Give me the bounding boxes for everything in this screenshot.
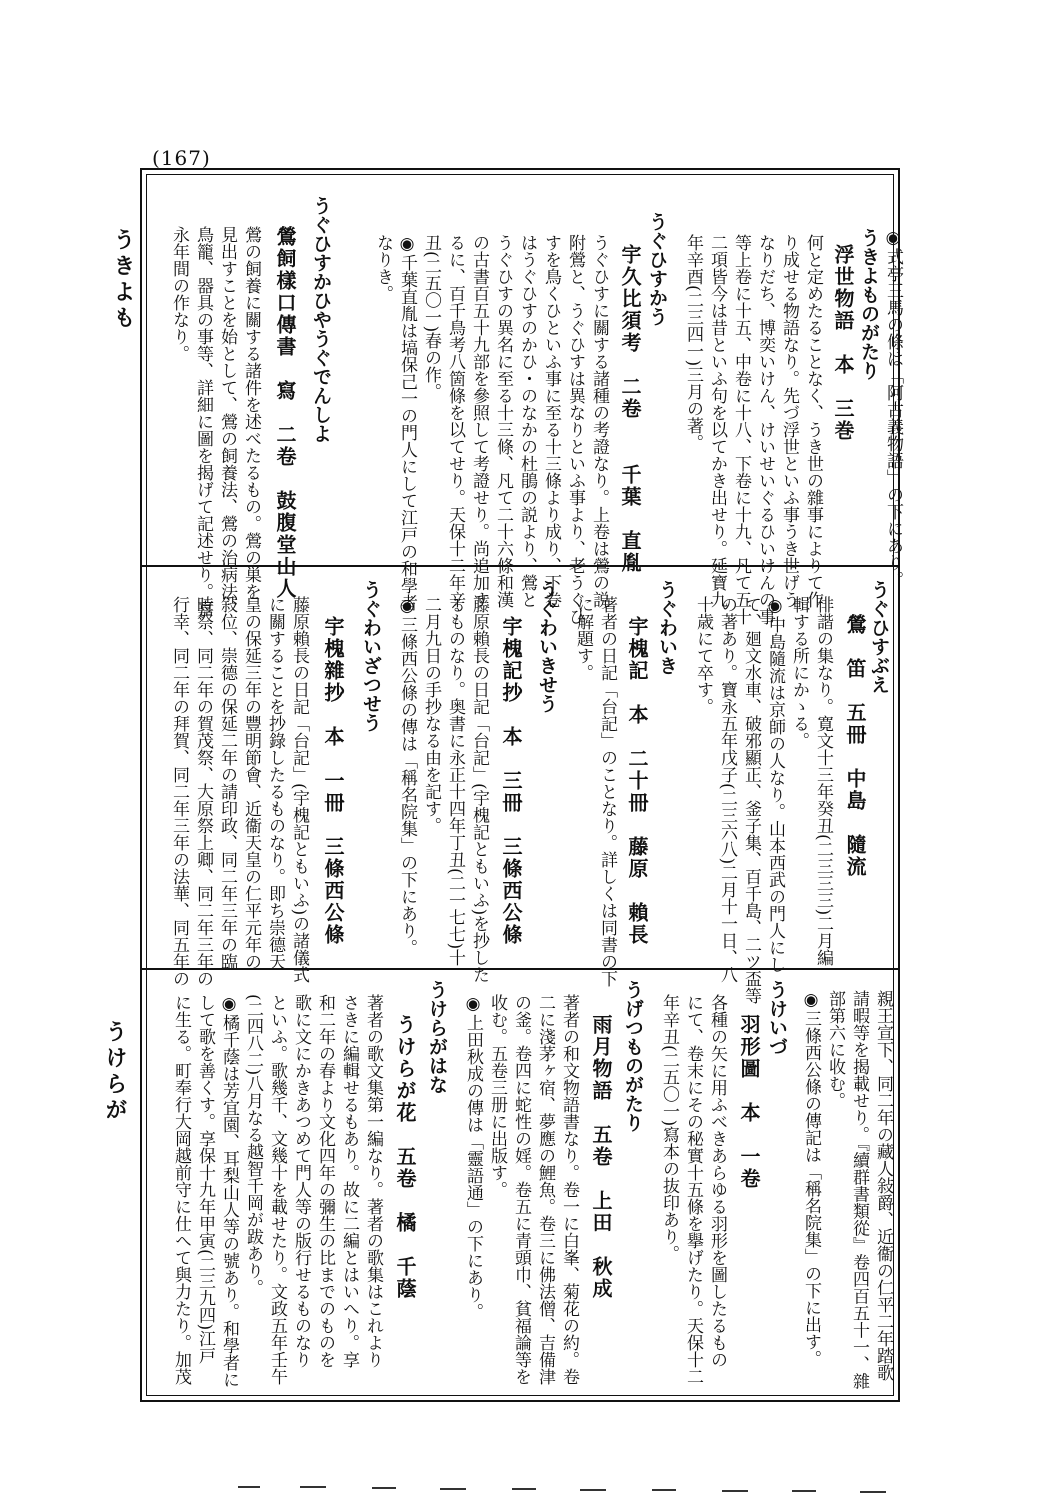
entry-body-line: るものなり。奥書に永正十四年丁丑(二一七七)十 xyxy=(445,596,465,967)
entry-body-line: といふ。歌幾千、文幾十を載せたり。文政五年壬午 xyxy=(267,994,287,1385)
scan-artifact xyxy=(440,1488,466,1490)
entry-body-line: ◉上田秋成の傳は「靈語通」の下にあり。 xyxy=(463,994,483,1320)
entry-body-line: なりだち、博奕いけん、けいせいぐるひいけんの事 xyxy=(755,234,775,625)
entry-body-line: 何と定めたることなく、うき世の雜事によりて作 xyxy=(803,234,823,608)
entry-body-line: (二四八二)八月なる越智千岡が跋あり。 xyxy=(243,994,263,1297)
scan-artifact xyxy=(300,1486,326,1488)
entry-body-line: 二月九日の手抄なる由を記す。 xyxy=(421,596,441,834)
entry-title: 宇久比須考 二卷 千葉 直胤 xyxy=(618,244,642,574)
entry-body-line: 丑(二五〇一)春の作。 xyxy=(421,234,441,401)
entry-body-line: 等上卷に十五、中卷に十八、下卷に十九、凡て五十 xyxy=(731,234,751,625)
entry-body-line: 輯する所にかゝる。 xyxy=(789,596,809,749)
entry-body-line: ◉三條西公條の傳記は「稱名院集」の下に出す。 xyxy=(801,990,821,1367)
entry-body-line: に生る。町奉行大岡越前守に仕へて與力たり。加茂 xyxy=(171,994,191,1385)
entry-body-line: 敍位、崇德の保延二年の請印政、同二年三年の臨 xyxy=(217,596,237,970)
ref-note: ◉式亭三馬の條は「阿古義物語」の下にあり。 xyxy=(883,228,903,588)
entry-body-line: 二に淺茅ヶ宿、夢應の鯉魚。卷三に佛法僧、吉備津 xyxy=(535,994,555,1385)
entry-body-line: 歌に文にかきあつめて門人等の版行せるものなり xyxy=(291,994,311,1368)
entry-body-line: 二項皆今は昔といふ句を以てかき出せり。延寶九 xyxy=(707,234,727,608)
entry-body-line: り成せる物語なり。先づ浮世といふ事うき世げう xyxy=(779,234,799,608)
index-label-bottom: うけらが xyxy=(102,1020,128,1124)
entry-body-line: て、廻文水車、破邪顯正、釜子集、百千島、二ツ盃等 xyxy=(741,596,761,1004)
entry-body-line: るに、百千鳥考八箇條を以てせり。天保十二年辛 xyxy=(445,234,465,608)
entry-body-line: 鶯の飼養に關する諸件を述べたるもの。鶯の巣を xyxy=(241,226,261,600)
scan-artifact xyxy=(512,1488,536,1490)
entry-heading: うけらがはな xyxy=(426,980,448,1094)
entry-body-line: 俳諧の集なり。寛文十三年癸丑(二三三三)二月編 xyxy=(813,596,833,967)
entry-title: 浮世物語 本 三巻 xyxy=(831,244,855,442)
entry-body-line: 部第六に收む。 xyxy=(825,990,845,1109)
entry-heading: うぐひすかひやうぐでんしよ xyxy=(310,196,332,443)
entry-body-line: 收む。五卷三册に出版す。 xyxy=(487,994,507,1198)
entry-heading: うぐわいき xyxy=(656,580,678,675)
entry-title: 鶯飼樣口傳書 寫 二卷 鼓腹堂山人 xyxy=(273,226,297,600)
entry-body-line: 著者の歌文集第一編なり。著者の歌集はこれより xyxy=(363,994,383,1368)
entry-body-line: の古書百五十九部を參照して考證せり。尚追加す xyxy=(469,234,489,608)
entry-body-line: 行幸、同二年の拜賀、同二年三年の法華、同五年の xyxy=(169,596,189,987)
entry-body-line: 年辛酉(二三四一)三月の著。 xyxy=(683,234,703,452)
entry-title: 宇槐記 本 二十冊 藤原 賴長 xyxy=(625,616,649,946)
entry-body-line: はうぐひすのかひ・のなかの杜鵑の説より、鶯と xyxy=(517,234,537,608)
entry-heading: うげつものがたり xyxy=(622,980,644,1132)
entry-body-line: 永年間の作なり。 xyxy=(169,226,189,362)
entry-title: うけらが花 五卷 橘 千蔭 xyxy=(393,1014,417,1300)
entry-title: 雨月物語 五卷 上田 秋成 xyxy=(589,1014,613,1300)
entry-body-line: 請暇等を揭載せり。『續群書類從』卷四百五十一、雜 xyxy=(849,990,869,1390)
entry-body-line: 著者の和文物語書なり。卷一に白峯、菊花の約。卷 xyxy=(559,994,579,1385)
entry-title: 宇槐雜抄 本 一冊 三條西公條 xyxy=(321,616,345,946)
entry-body-line: 附鶯と、うぐひすは異なりといふ事より、老うぐひ xyxy=(565,234,585,625)
entry-body-line: ◉千葉直胤は塙保己一の門人にして江戸の和學者 xyxy=(397,234,417,611)
entry-body-line: 各種の矢に用ふべきあらゆる羽形を圖したるもの xyxy=(707,994,727,1368)
entry-body-line: うぐひすの異名に至る十三條、凡て二十六條和漢 xyxy=(493,234,513,608)
entry-body-line: にて、卷末にその秘實十五條を擧げたり。天保十二 xyxy=(683,994,703,1385)
entry-body-line: 見出すことを始として、鶯の飼養法、鶯の治病法、 xyxy=(217,226,237,617)
entry-body-line: さきに編輯せるもあり。故に二編とはいへり。享 xyxy=(339,994,359,1368)
entry-body-line: 藤原賴長の日記「台記」(宇槐記ともいふ)を抄した xyxy=(469,596,489,984)
scan-artifact xyxy=(580,1489,606,1491)
entry-heading: うぐわいきせう xyxy=(536,580,558,713)
entry-body-line: 親王宣下、同二年の藏人敍爵、近衞の仁平二年踏歌 xyxy=(873,990,893,1381)
entry-heading: うけいづ xyxy=(766,980,788,1056)
entry-body-line: 鳥籠、器具の事等、詳細に圖を揭げて記述せり。嘉 xyxy=(193,226,213,617)
entry-body-line: なりき。 xyxy=(373,234,393,302)
entry-body-line: うぐひすに關する諸種の考證なり。上卷は鶯の説 xyxy=(589,234,609,608)
entry-body-line: 藤原賴長の日記「台記」(宇槐記ともいふ)の諸儀式 xyxy=(289,596,309,984)
entry-body-line: 和二年の春より文化四年の彌生の比までのものを xyxy=(315,994,335,1368)
entry-heading: うぐひすかう xyxy=(646,212,668,326)
entry-body-line: 皇の保延三年の豐明節會、近衞天皇の仁平元年の xyxy=(241,596,261,970)
entry-body-line: ◉三條西公條の傳は「稱名院集」の下にあり。 xyxy=(397,596,417,956)
entry-body-line: の釜。卷四に蛇性の婬。卷五に青頭巾、貧福論等を xyxy=(511,994,531,1385)
entry-body-line: に關することを抄錄したるものなり。即ち崇德天 xyxy=(265,596,285,970)
entry-body-line: に解題す。 xyxy=(573,596,593,681)
entry-title: 鶯 笛 五冊 中島 隨流 xyxy=(843,614,867,878)
entry-body-line: すを鳥くひといふ事に至る十三條より成り、下卷 xyxy=(541,234,561,608)
entry-body-line: 時祭、同二年の賀茂祭、大原祭上卿、同二年三年の xyxy=(193,596,213,987)
entry-body-line: 著者の日記「台記」のことなり。詳しくは同書の下 xyxy=(597,596,617,987)
scan-artifact xyxy=(238,1486,260,1488)
entry-body-line: 年辛丑(二五〇一)寫本の抜印あり。 xyxy=(659,994,679,1263)
entry-title: 羽形圖 本 一卷 xyxy=(737,1014,761,1190)
scan-artifact xyxy=(722,1490,748,1492)
entry-body-line: ◉中島隨流は京師の人なり。山本西武の門人にし xyxy=(765,596,785,973)
entry-body-line: の著あり。寶永五年戊子(二三六八)二月十一日、八 xyxy=(717,596,737,984)
entry-body-line: して歌を善くす。享保十九年甲寅(二三九四)江戸 xyxy=(195,994,215,1365)
entry-title: 宇槐記抄 本 三冊 三條西公條 xyxy=(499,616,523,946)
scan-artifact xyxy=(860,1491,886,1493)
entry-body-line: ◉橘千蔭は芳宜園、耳梨山人等の號あり。和學者に xyxy=(219,994,239,1388)
scan-artifact xyxy=(372,1487,396,1489)
entry-heading: うぐわいざつせう xyxy=(360,580,382,732)
entry-heading: うきよものがたり xyxy=(858,228,880,380)
entry-body-line: 十歳にて卒す。 xyxy=(693,596,713,715)
page-number: (167) xyxy=(152,146,211,170)
scan-artifact xyxy=(792,1490,816,1492)
scan-artifact xyxy=(652,1489,676,1491)
entry-heading: うぐひすぶえ xyxy=(868,580,890,694)
index-label-top: うきよも xyxy=(110,228,136,332)
